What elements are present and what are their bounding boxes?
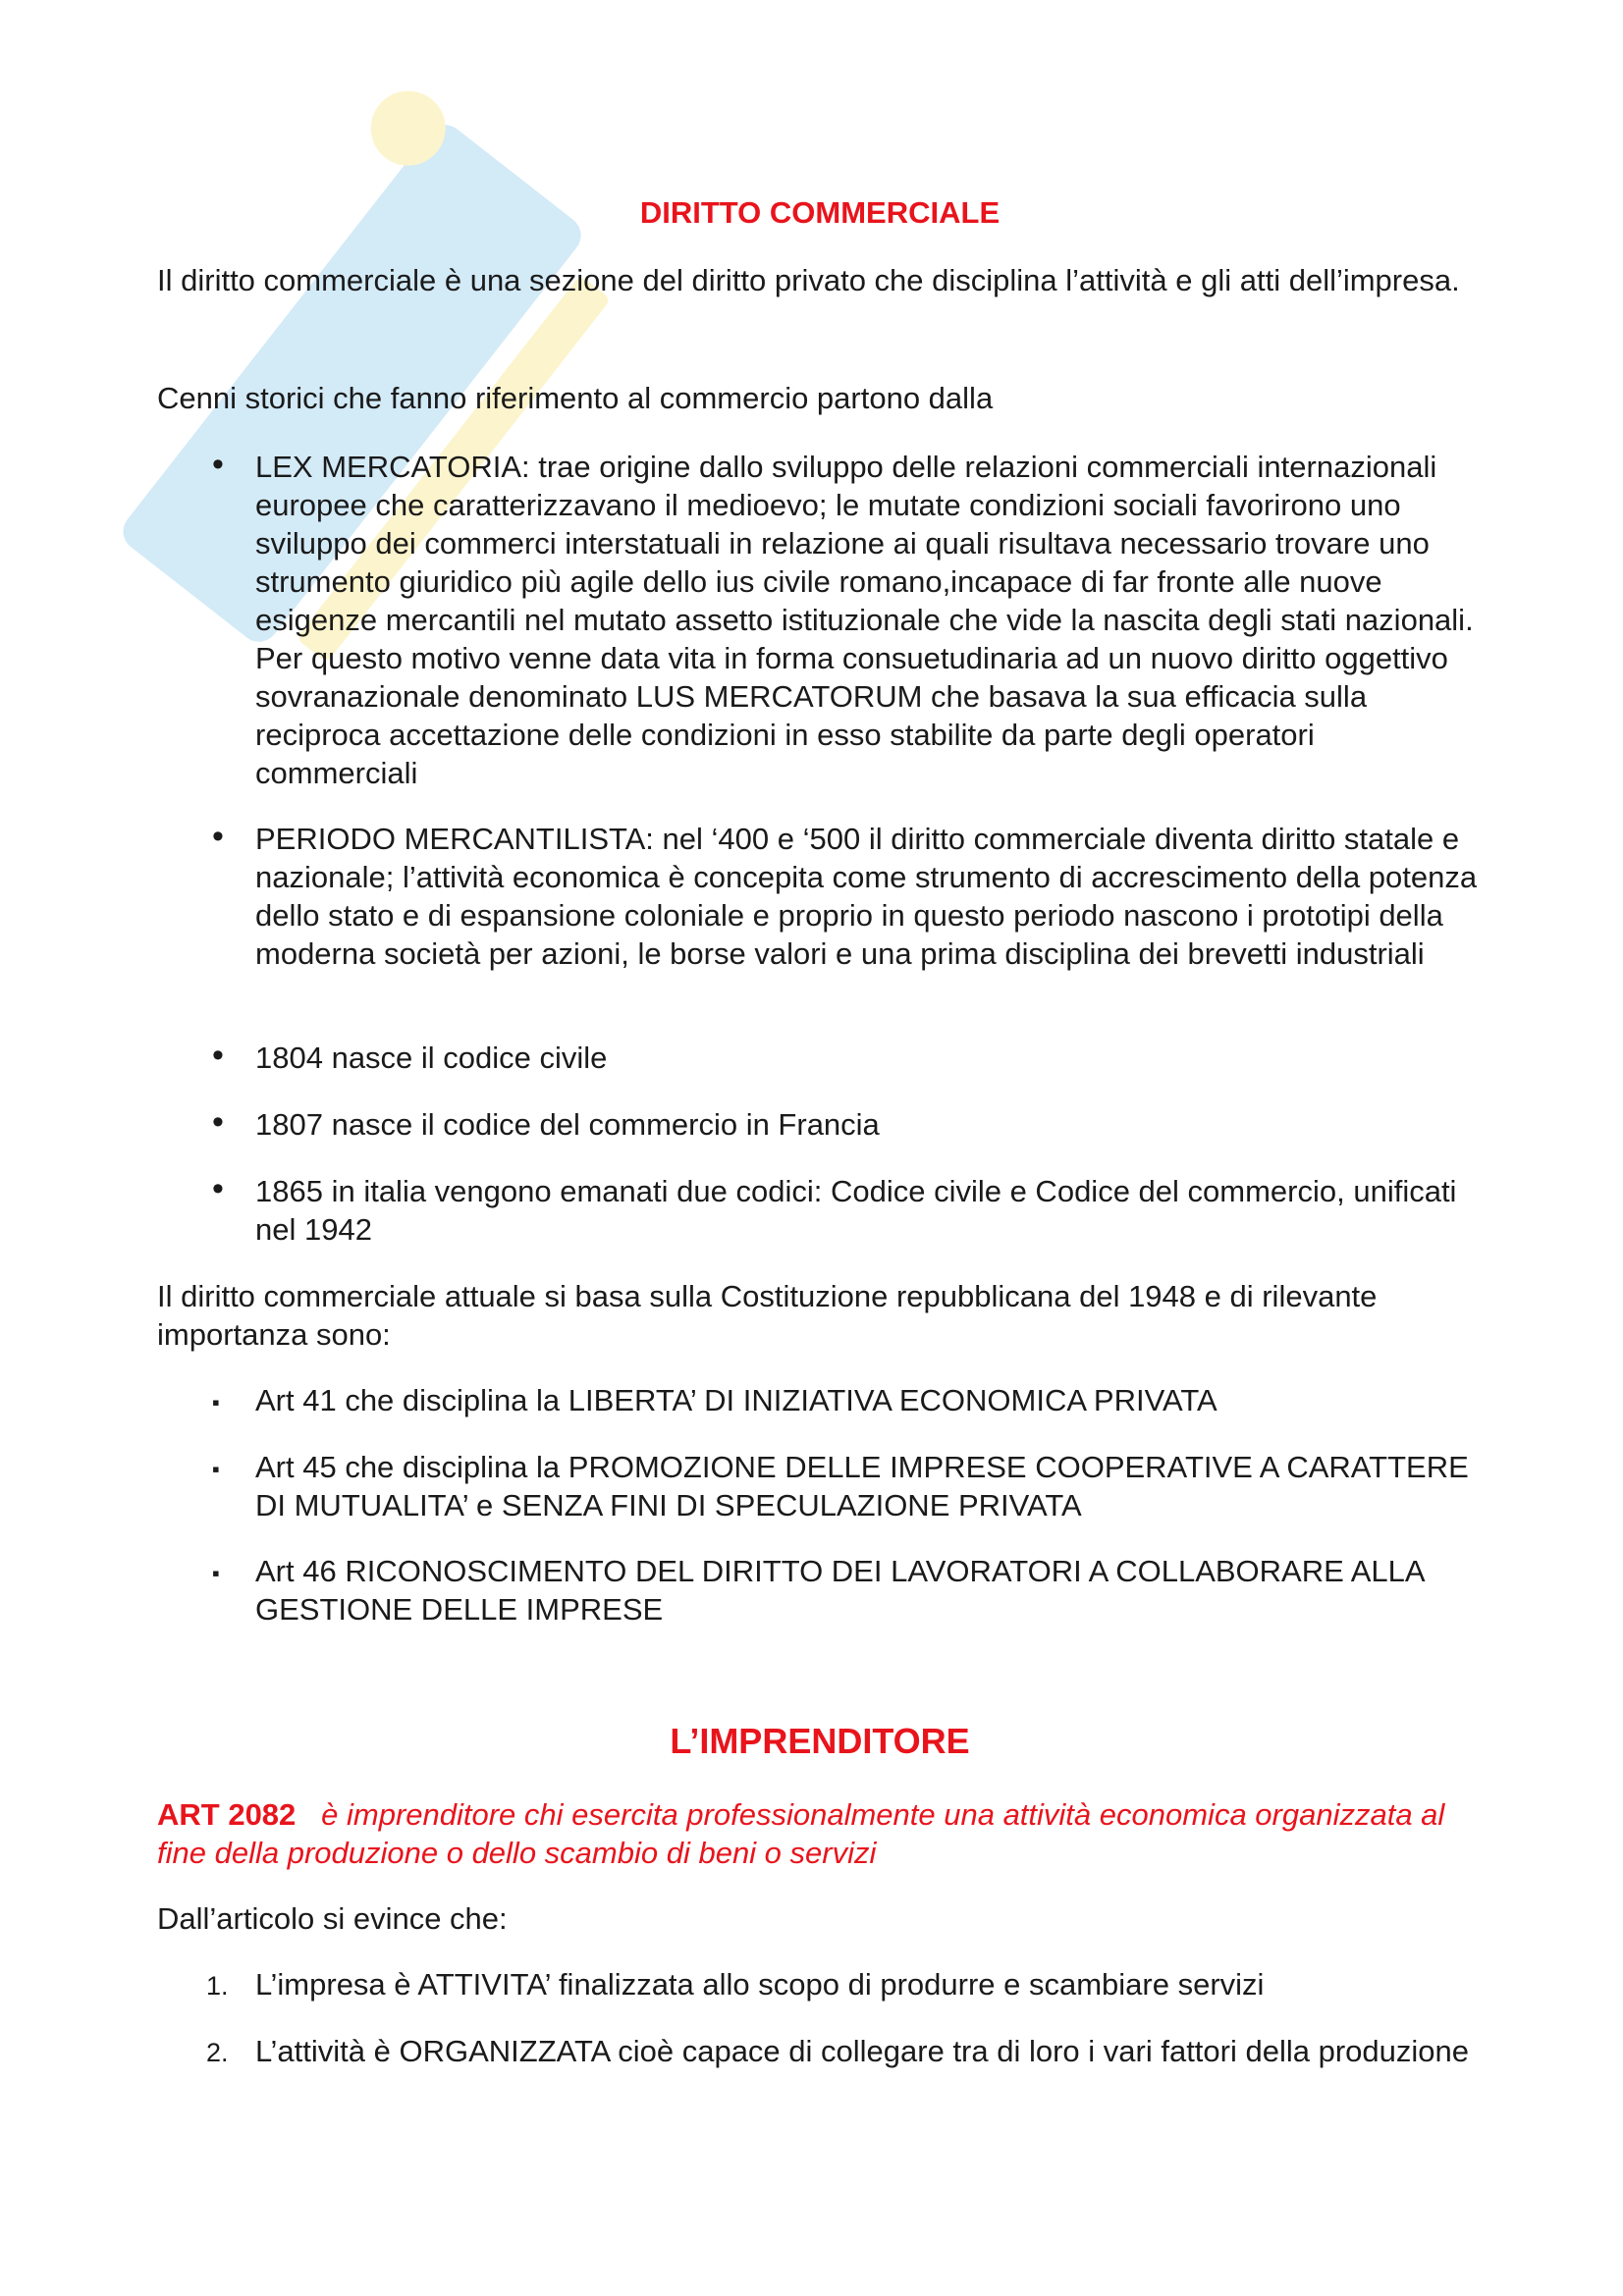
bullet-marker: • [212, 1170, 224, 1207]
article-text: è imprenditore chi esercita professionalmente una attività economica organizzata al fine della produzione o dello scambio di beni o servizi [157, 1797, 1445, 1870]
bullet-marker: • [212, 446, 224, 483]
page-title: DIRITTO COMMERCIALE [639, 195, 1001, 230]
article-definition [157, 1795, 1483, 1872]
section-title: L’IMPRENDITORE [670, 1721, 970, 1761]
square-bullet-marker: ▪ [212, 1390, 220, 1415]
list-item: 1807 nasce il codice del commercio in Francia [255, 1107, 880, 1142]
list-item: L’attività è ORGANIZZATA cioè capace di collegare tra di loro i vari fattori della produzione [255, 2034, 1469, 2068]
list-item: Art 46 RICONOSCIMENTO DEL DIRITTO DEI LAVORATORI A COLLABORARE ALLA GESTIONE DELLE IMPRESE [255, 1554, 1424, 1627]
list-item: 1804 nasce il codice civile [255, 1041, 608, 1075]
list-number: 2. [206, 2038, 229, 2067]
history-intro: Cenni storici che fanno riferimento al commercio partono dalla [157, 381, 994, 415]
article-label: ART 2082 [157, 1797, 297, 1832]
bullet-marker: • [212, 1103, 224, 1141]
bullet-marker: • [212, 818, 224, 855]
list-item: L’impresa è ATTIVITA’ finalizzata allo scopo di produrre e scambiare servizi [255, 1967, 1265, 2002]
list-number: 1. [206, 1971, 229, 2001]
list-item: PERIODO MERCANTILISTA: nel ‘400 e ‘500 il diritto commerciale diventa diritto statale e nazionale; l’attività economica è concepita come strumento di accrescimento della potenza dello stato e di espansione coloniale e proprio in questo periodo nascono i prototipi della moderna società per azioni, le borse valori e una prima disciplina dei brevetti industriali [255, 822, 1478, 971]
intro-paragraph: Il diritto commerciale è una sezione del diritto privato che disciplina l’attività e gli atti dell’impresa. [157, 263, 1460, 297]
list-item: LEX MERCATORIA: trae origine dallo sviluppo delle relazioni commerciali internazionali europee che caratterizzavano il medioevo; le mutate condizioni sociali favorirono uno sviluppo dei commerci interstatuali in relazione ai quali risultava necessario trovare uno strumento giuridico più agile dello ius civile romano,incapace di far fronte alle nuove esigenze mercantili nel mutato assetto istituzionale che vide la nascita degli stati nazionali. Per questo motivo venne data vita in forma consuetudinaria ad un nuovo diritto oggettivo sovranazionale denominato LUS MERCATORUM che basava la sua efficacia sulla reciproca accettazione delle condizioni in esso stabilite da parte degli operatori commerciali [255, 450, 1474, 790]
constitution-intro: Il diritto commerciale attuale si basa sulla Costituzione repubblicana del 1948 e di rilevante importanza sono: [157, 1279, 1378, 1352]
list-item: Art 45 che disciplina la PROMOZIONE DELLE IMPRESE COOPERATIVE A CARATTERE DI MUTUALITA’ e SENZA FINI DI SPECULAZIONE PRIVATA [255, 1450, 1469, 1522]
list-item: 1865 in italia vengono emanati due codici: Codice civile e Codice del commercio, unificati nel 1942 [255, 1174, 1457, 1247]
list-item: Art 41 che disciplina la LIBERTA’ DI INIZIATIVA ECONOMICA PRIVATA [255, 1383, 1217, 1417]
bullet-marker: • [212, 1037, 224, 1074]
square-bullet-marker: ▪ [212, 1457, 220, 1481]
deduction-intro: Dall’articolo si evince che: [157, 1901, 508, 1936]
square-bullet-marker: ▪ [212, 1561, 220, 1585]
